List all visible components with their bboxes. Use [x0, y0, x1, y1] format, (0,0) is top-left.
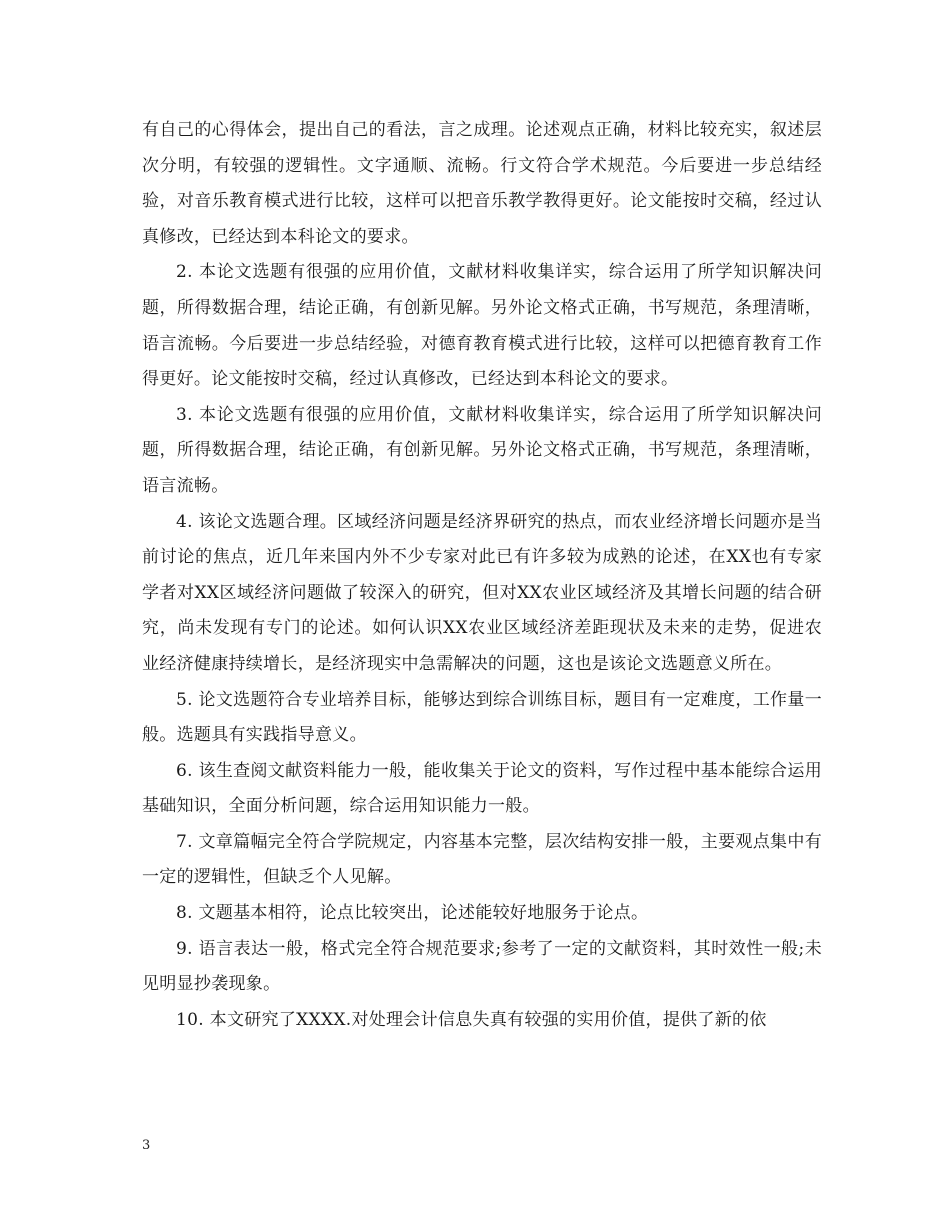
paragraph-continued: 有自己的心得体会，提出自己的看法，言之成理。论述观点正确，材料比较充实，叙述层次分明，有较强的逻辑性。文字通顺、流畅。行文符合学术规范。今后要进一步总结经验，对音乐教育模式进行比较，这样可以把音乐教学教得更好。论文能按时交稿，经过认真修改，已经达到本科论文的要求。 [142, 120, 822, 247]
paragraph-item-6: 6. 该生查阅文献资料能力一般，能收集关于论文的资料，写作过程中基本能综合运用基础知识，全面分析问题，综合运用知识能力一般。 [142, 760, 822, 817]
page-number: 3 [142, 1138, 151, 1153]
document-body [142, 113, 822, 1038]
paragraph-item-4: 4. 该论文选题合理。区域经济问题是经济界研究的热点，而农业经济增长问题亦是当前讨论的焦点，近几年来国内外不少专家对此已有许多较为成熟的论述，在XX也有专家学者对XX区域经济问题做了较深入的研究，但对XX农业区域经济及其增长问题的结合研究，尚未发现有专门的论述。如何认识XX农业区域经济差距现状及未来的走势，促进农业经济健康持续增长，是经济现实中急需解决的问题，这也是该论文选题意义所在。 [142, 511, 822, 674]
paragraph-item-10: 10. 本文研究了XXXX.对处理会计信息失真有较强的实用价值，提供了新的依 [176, 1009, 767, 1030]
paragraph-item-2: 2. 本论文选题有很强的应用价值，文献材料收集详实，综合运用了所学知识解决问题，所得数据合理，结论正确，有创新见解。另外论文格式正确，书写规范，条理清晰，语言流畅。今后要进一步总结经验，对德育教育模式进行比较，这样可以把德育教育工作得更好。论文能按时交稿，经过认真修改，已经达到本科论文的要求。 [142, 262, 822, 390]
paragraph-item-7: 7. 文章篇幅完全符合学院规定，内容基本完整，层次结构安排一般，主要观点集中有一定的逻辑性，但缺乏个人见解。 [142, 831, 822, 888]
paragraph-item-3: 3. 本论文选题有很强的应用价值，文献材料收集详实，综合运用了所学知识解决问题，所得数据合理，结论正确，有创新见解。另外论文格式正确，书写规范，条理清晰，语言流畅。 [142, 404, 822, 496]
paragraph-item-9: 9. 语言表达一般，格式完全符合规范要求;参考了一定的文献资料，其时效性一般;未见明显抄袭现象。 [142, 938, 822, 995]
paragraph-item-8: 8. 文题基本相符，论点比较突出，论述能较好地服务于论点。 [176, 903, 649, 924]
paragraph-item-5: 5. 论文选题符合专业培养目标，能够达到综合训练目标，题目有一定难度，工作量一般。选题具有实践指导意义。 [142, 689, 822, 746]
